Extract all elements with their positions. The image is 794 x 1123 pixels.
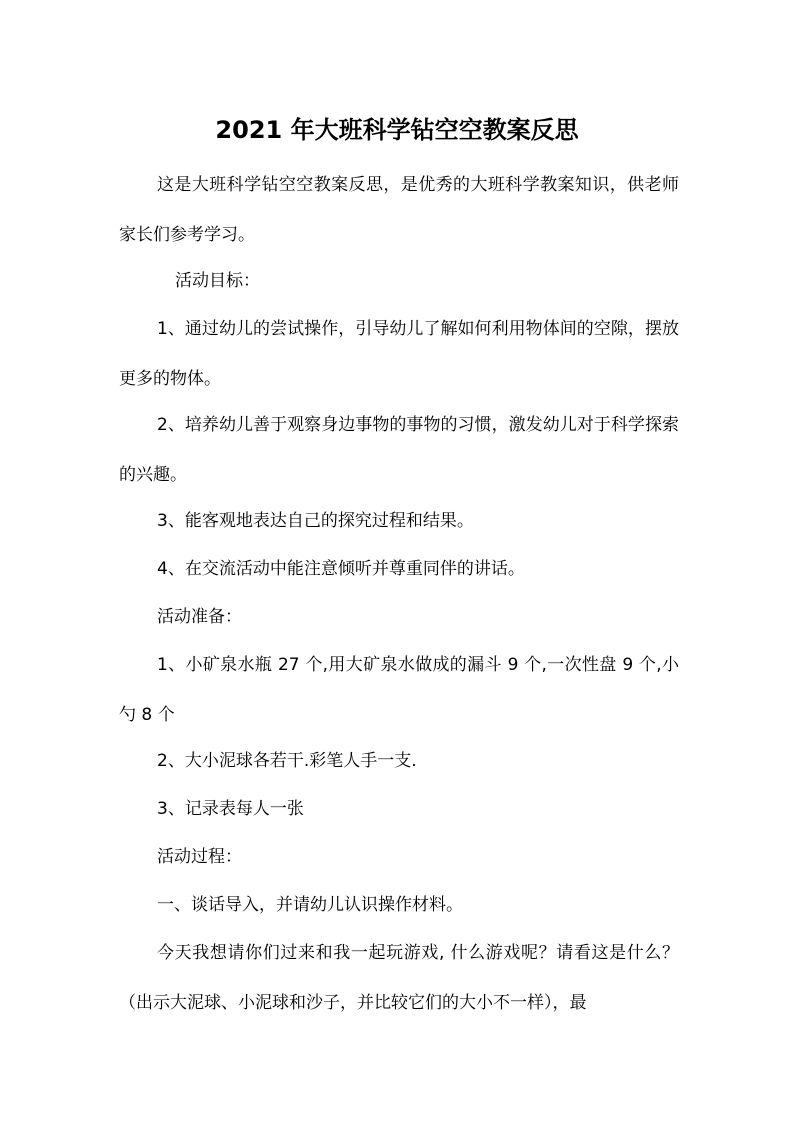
prep-item-2: 2、大小泥球各若干.彩笔人手一支. — [157, 751, 417, 771]
process-dialogue: 今天我想请你们过来和我一起玩游戏, 什么游戏呢？请看这是什么？（出示大泥球、小泥球和沙子，并比较它们的大小不一样），最 — [119, 943, 679, 1013]
section-heading-preparation: 活动准备： — [157, 607, 242, 627]
prep-item-3: 3、记录表每人一张 — [157, 799, 304, 819]
goal-item-4: 4、在交流活动中能注意倾听并尊重同伴的讲话。 — [157, 559, 525, 579]
intro-paragraph: 这是大班科学钻空空教案反思，是优秀的大班科学教案知识，供老师家长们参考学习。 — [119, 175, 679, 245]
prep-item-1: 1、小矿泉水瓶 27 个,用大矿泉水做成的漏斗 9 个,一次性盘 9 个,小勺 8 个 — [119, 655, 679, 725]
process-step-1: 一、谈话导入，并请幼儿认识操作材料。 — [157, 895, 463, 915]
section-heading-goals: 活动目标： — [175, 271, 260, 291]
goal-item-1: 1、通过幼儿的尝试操作，引导幼儿了解如何利用物体间的空隙，摆放更多的物体。 — [119, 319, 679, 389]
goal-item-2: 2、培养幼儿善于观察身边事物的事物的习惯，激发幼儿对于科学探索的兴趣。 — [119, 415, 679, 485]
section-heading-process: 活动过程： — [157, 847, 242, 867]
document-title: 2021 年大班科学钻空空教案反思 — [215, 116, 579, 145]
goal-item-3: 3、能客观地表达自己的探究过程和结果。 — [157, 511, 474, 531]
